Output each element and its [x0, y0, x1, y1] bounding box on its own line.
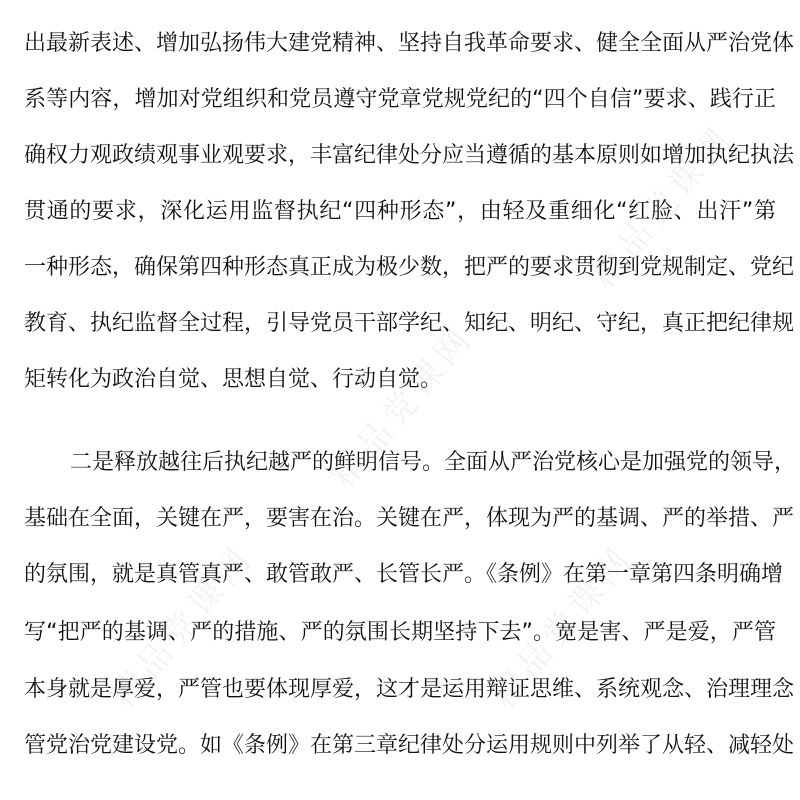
text-line: 确权力观政绩观事业观要求，丰富纪律处分应当遵循的基本原则如增加执纪执法 — [24, 143, 795, 168]
text-line: 基础在全面，关键在严，要害在治。关键在严，体现为严的基调、严的举措、严 — [24, 506, 795, 531]
text-line: 贯通的要求，深化运用监督执纪“四种形态”，由轻及重细化“红脸、出汗”第 — [24, 199, 776, 224]
text-line: 本身就是厚爱，严管也要体现厚爱，这才是运用辩证思维、系统观念、治理理念 — [24, 677, 795, 702]
text-line: 一种形态，确保第四种形态真正成为极少数，把严的要求贯彻到党规制定、党纪 — [24, 255, 795, 280]
text-line: 出最新表述、增加弘扬伟大建党精神、坚持自我革命要求、健全全面从严治党体 — [24, 31, 795, 56]
text-line: 教育、执纪监督全过程，引导党员干部学纪、知纪、明纪、守纪，真正把纪律规 — [24, 311, 795, 336]
watermark: 精品党课网 — [103, 537, 263, 717]
text-line: 的氛围，就是真管真严、敢管敢严、长管长严。《条例》在第一章第四条明确增 — [24, 562, 784, 587]
text-line: 二是释放越往后执纪越严的鲜明信号。全面从严治党核心是加强党的领导， — [70, 450, 797, 475]
text-line: 系等内容，增加对党组织和党员遵守党章党规党纪的“四个自信”要求、践行正 — [24, 87, 776, 112]
text-line: 写“把严的基调、严的措施、严的氛围长期坚持下去”。宽是害、严是爱，严管 — [24, 620, 776, 645]
watermark: 精品党课网 — [583, 117, 743, 297]
watermark: 精品党课网 — [323, 317, 483, 497]
text-line: 矩转化为政治自觉、思想自觉、行动自觉。 — [24, 367, 443, 392]
text-line: 管党治党建设党。如《条例》在第三章纪律处分运用规则中列举了从轻、减轻处 — [24, 733, 795, 758]
watermark: 精品党课网 — [483, 537, 643, 717]
